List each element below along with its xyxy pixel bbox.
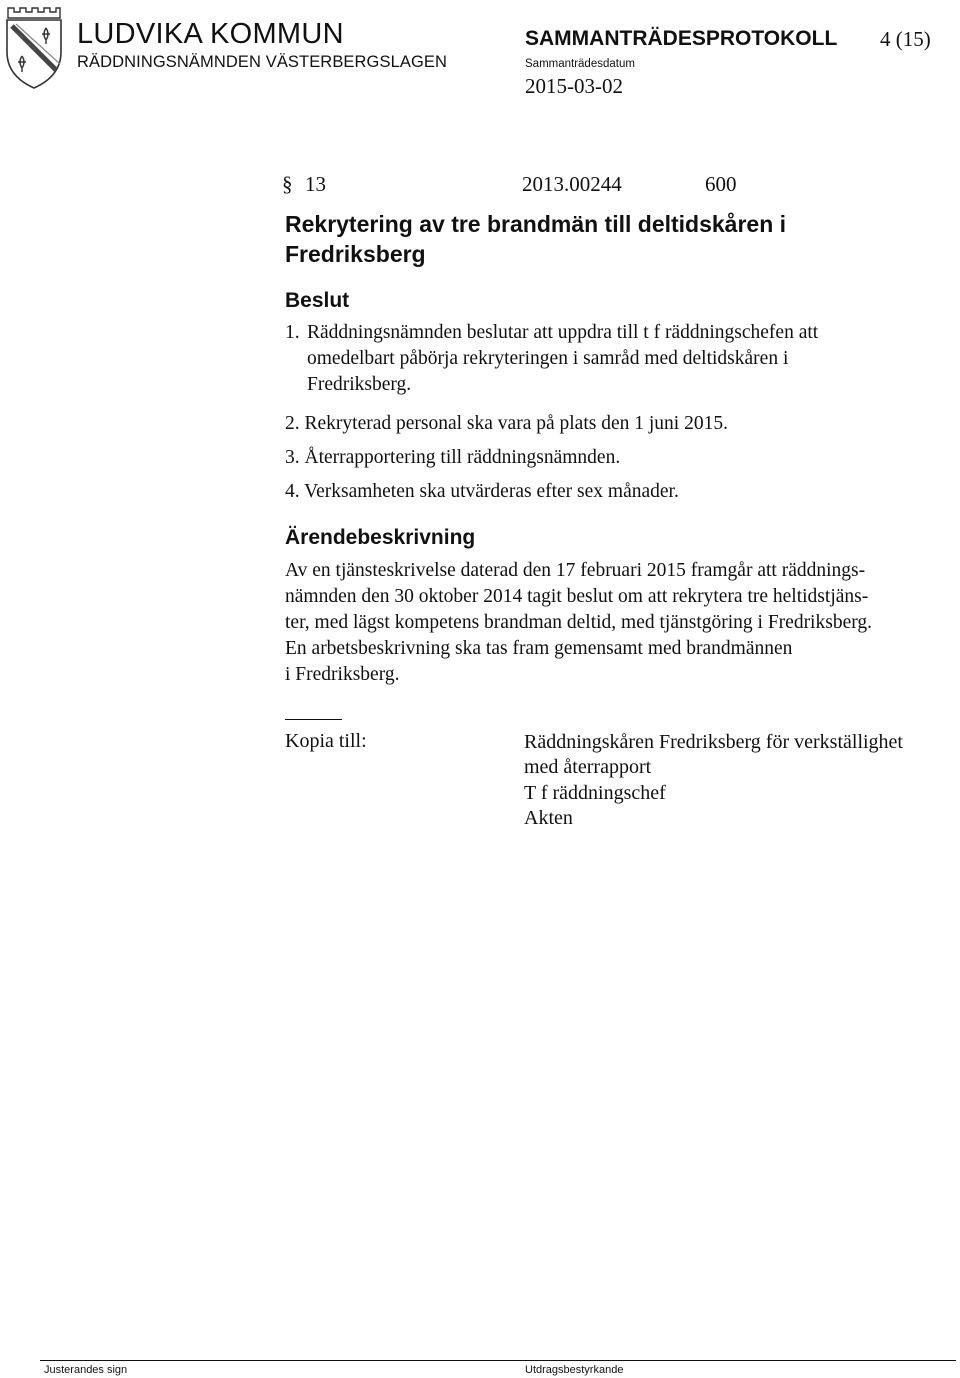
case-number: 2013.00244 [522, 172, 622, 196]
paragraph-number: 13 [305, 172, 326, 196]
decision-number: 4. [285, 481, 300, 502]
footer-rule [40, 1360, 956, 1361]
decision-number: 3. [285, 447, 300, 468]
body-line: i Fredriksberg. [285, 664, 400, 685]
recipient: T f räddningschef [524, 781, 666, 804]
decision-number: 1. [285, 322, 300, 343]
footer-initials-label: Justerandes sign [44, 1364, 128, 1376]
decision-text: Räddningsnämnden beslutar att uppdra till t f räddningschefen att omedelbart påbörja rekryteringen i samråd med deltidskåren i Fredriksberg. [307, 322, 819, 395]
body-line: En arbetsbeskrivning ska tas fram gemensamt med brandmännen [285, 638, 793, 659]
body-line: nämnden den 30 oktober 2014 tagit beslut om att rekrytera tre heltidstjäns- [285, 586, 869, 607]
decision-item [285, 445, 620, 471]
recipient: Akten [524, 806, 573, 829]
decision-item [285, 411, 728, 437]
decision-text: Återrapportering till räddningsnämnden. [304, 447, 621, 468]
arende-heading: Ärendebeskrivning [285, 526, 476, 549]
copy-recipients [524, 730, 903, 831]
body-line: Av en tjänsteskrivelse daterad den 17 februari 2015 framgår att räddnings- [285, 560, 866, 581]
page-number: 4 (15) [880, 27, 931, 51]
section-divider [285, 719, 342, 720]
arende-body [285, 558, 955, 688]
archive-code: 600 [705, 172, 737, 196]
decision-text: Rekryterad personal ska vara på plats den 1 juni 2015. [304, 413, 728, 434]
body-line: ter, med lägst kompetens brandman deltid, med tjänstgöring i Fredriksberg. [285, 612, 872, 633]
decision-item [285, 320, 895, 398]
paragraph-sign: § [282, 172, 293, 196]
section-title: Rekrytering av tre brandmän till deltidskåren i Fredriksberg [285, 211, 787, 267]
copy-to-label: Kopia till: [285, 730, 367, 752]
organization-name: LUDVIKA KOMMUN [77, 18, 344, 50]
recipient: med återrapport [524, 756, 652, 779]
organization-department: RÄDDNINGSNÄMNDEN VÄSTERBERGSLAGEN [77, 53, 448, 71]
recipient: Räddningskåren Fredriksberg för verkställighet [524, 731, 903, 753]
beslut-heading: Beslut [285, 289, 350, 312]
coat-of-arms-icon [2, 4, 66, 90]
meeting-date-label: Sammanträdesdatum [525, 58, 635, 70]
footer-certification-label: Utdragsbestyrkande [525, 1364, 624, 1376]
decision-text: Verksamheten ska utvärderas efter sex månader. [304, 481, 679, 502]
document-type: SAMMANTRÄDESPROTOKOLL [525, 27, 838, 50]
decision-item [285, 479, 679, 505]
decision-number: 2. [285, 413, 300, 434]
meeting-date: 2015-03-02 [525, 74, 623, 98]
